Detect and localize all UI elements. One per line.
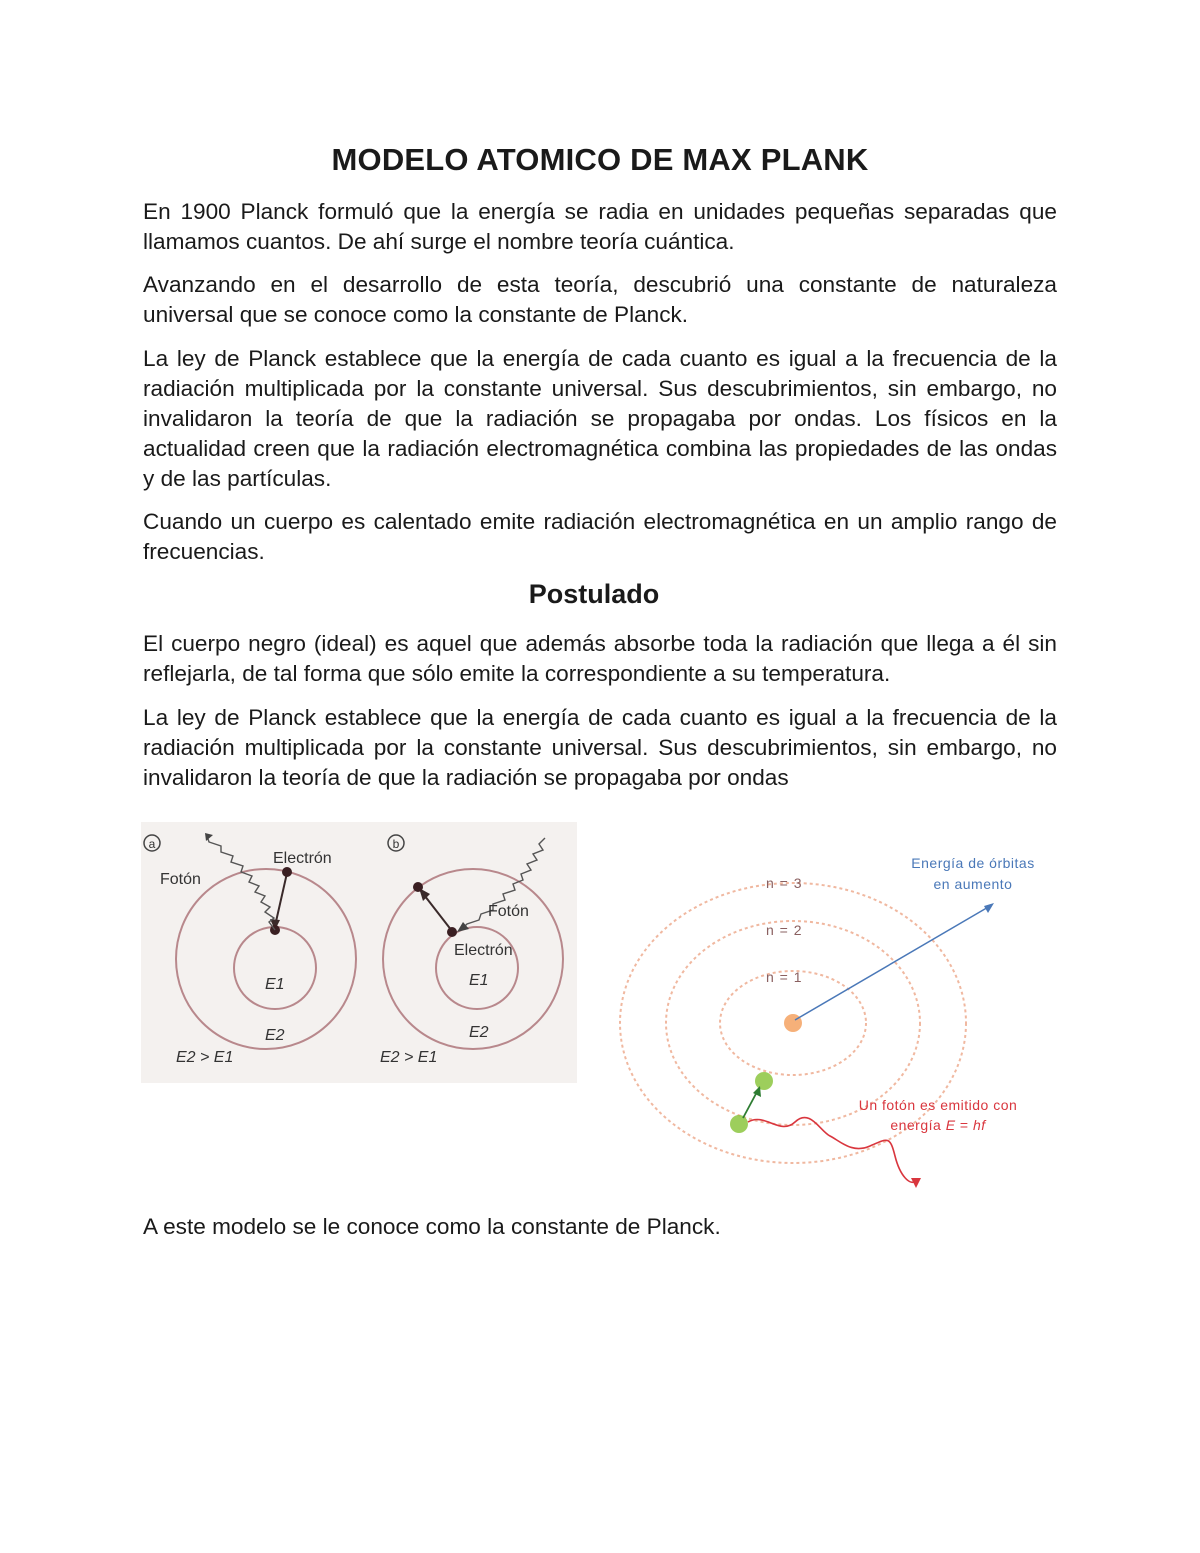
closing-paragraph: A este modelo se le conoce como la constante de Planck. (143, 1214, 721, 1239)
electron-label: Electrón (454, 942, 513, 959)
paragraph-black-body: El cuerpo negro (ideal) es aquel que además absorbe toda la radiación que llega a él sin reflejarla, de tal forma que sólo emite la correspondiente a su temperatura. (143, 631, 1057, 686)
electron-n1 (730, 1115, 748, 1133)
photon-label: Fotón (488, 903, 529, 920)
atom-absorption-emission-figure (141, 822, 577, 1083)
photon-label: Fotón (160, 871, 201, 888)
panel-b-label: b (392, 837, 400, 851)
photon-label-line1: Un fotón es emitido con (858, 1097, 1018, 1113)
paragraph-heated-body: Cuando un cuerpo es calentado emite radiación electromagnética en un amplio rango de frecuencias. (143, 509, 1057, 564)
outer-energy-label: E2 (469, 1024, 489, 1041)
outer-energy-label: E2 (265, 1027, 285, 1044)
section-heading-postulado: Postulado (528, 579, 660, 609)
energy-label-line2: en aumento (933, 876, 1013, 892)
energy-arrow-head (984, 903, 994, 913)
electron-label: Electrón (273, 850, 332, 867)
orbit-energy-figure (590, 836, 1090, 1196)
photon-label-hf: hf (973, 1117, 986, 1133)
paragraph-constant: Avanzando en el desarrollo de esta teoría, descubrió una constante de naturaleza universal que se conoce como la constante de Planck. (143, 272, 1057, 327)
photon-label-prefix: energía (890, 1117, 946, 1133)
energy-increase-arrow (795, 906, 990, 1020)
orbit-label-n1: n = 1 (766, 969, 803, 985)
energy-relation-label: E2 > E1 (176, 1049, 234, 1066)
orbit-label-n2: n = 2 (766, 922, 803, 938)
inner-energy-label: E1 (265, 976, 285, 993)
paragraph-planck-law-repeat: La ley de Planck establece que la energía de cada cuanto es igual a la frecuencia de la radiación multiplicada por la constante universal. Sus descubrimientos, sin embargo, no invalidaron la teoría de que la radiación se propagaba por ondas (143, 705, 1057, 790)
electron-n2 (755, 1072, 773, 1090)
paragraph-intro: En 1900 Planck formuló que la energía se radia en unidades pequeñas separadas que llamamos cuantos. De ahí surge el nombre teoría cuántica. (143, 199, 1057, 254)
paragraph-planck-law: La ley de Planck establece que la energía de cada cuanto es igual a la frecuencia de la radiación multiplicada por la constante universal. Sus descubrimientos, sin embargo, no invalidaron la teoría de que la radiación se propagaba por ondas. Los físicos en la actualidad creen que la radiación electromagnética combina las propiedades de las ondas y de las partículas. (143, 346, 1057, 491)
orbit-label-n3: n = 3 (766, 875, 803, 891)
document-title: MODELO ATOMICO DE MAX PLANK (331, 142, 869, 177)
photon-label-eq: = (955, 1117, 973, 1133)
energy-relation-label: E2 > E1 (380, 1049, 438, 1066)
panel-a-label: a (148, 837, 156, 851)
electron-outer (282, 867, 292, 877)
electron-inner (447, 927, 457, 937)
electron-outer (413, 882, 423, 892)
energy-label-line1: Energía de órbitas (911, 855, 1035, 871)
inner-energy-label: E1 (469, 972, 489, 989)
photon-label-E: E (945, 1117, 956, 1133)
photon-label-line2 (890, 1117, 987, 1133)
